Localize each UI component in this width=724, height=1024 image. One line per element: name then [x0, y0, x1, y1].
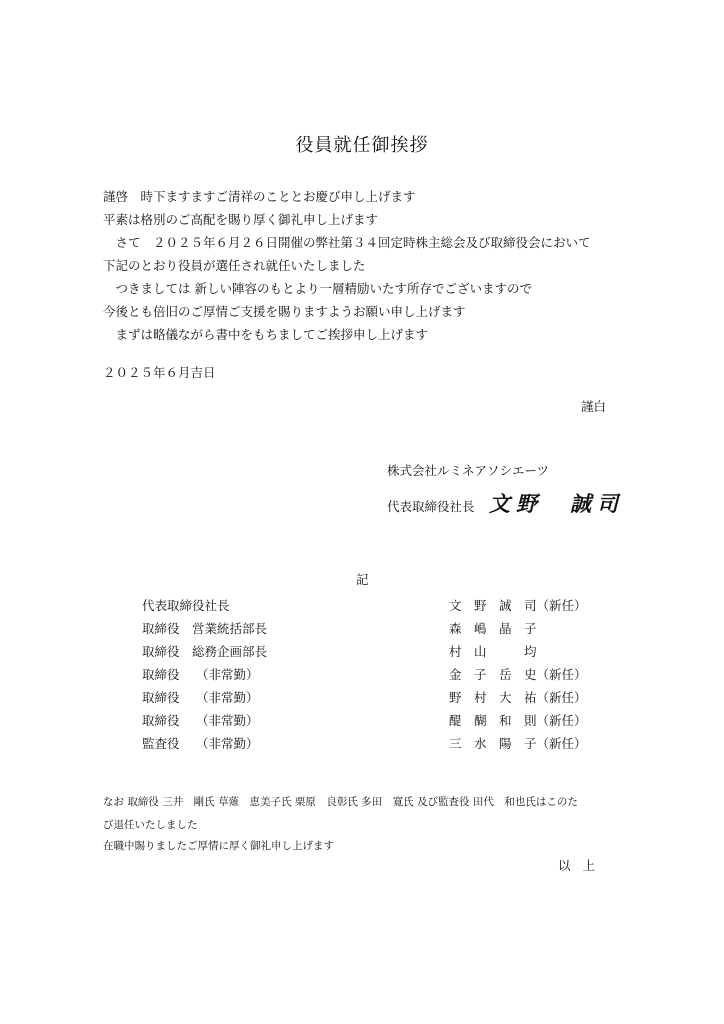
officer-role: 監査役 （非常勤） [142, 736, 259, 751]
officer-name: 森 嶋 晶 子 [449, 621, 537, 636]
greeting-line: 今後とも倍旧のご厚情ご支援を賜りますようお願い申し上げます [103, 304, 466, 319]
officer-name: 醍 醐 和 則（新任） [449, 713, 587, 728]
officer-name: 金 子 岳 史（新任） [449, 667, 587, 682]
closing-word: 謹白 [580, 399, 606, 414]
company-name: 株式会社ルミネアソシエーツ [387, 463, 550, 478]
officer-role: 取締役 営業統括部長 [142, 621, 268, 636]
officer-name: 村 山 均 [449, 644, 537, 659]
end-mark: 以上 [557, 858, 607, 873]
retirement-note: なお 取締役 三井 剛氏 草薙 恵美子氏 栗原 良彰氏 多田 寛氏 及び監査役 田代 和也氏はこのた [103, 796, 578, 808]
officer-role: 取締役 総務企画部長 [142, 644, 268, 659]
officer-role: 取締役 （非常勤） [142, 713, 259, 728]
officer-role: 取締役 （非常勤） [142, 667, 259, 682]
greeting-line: まずは略儀ながら書中をもちましてご挨拶申し上げます [103, 327, 429, 342]
signer-title: 代表取締役社長 [387, 499, 475, 514]
greeting-line: さて ２０２５年６月２６日開催の弊社第３４回定時株主総会及び取締役会において [103, 235, 591, 250]
document-title: 役員就任御挨拶 [295, 135, 429, 156]
signature: 文野 誠司 [489, 491, 624, 516]
officer-name: 文 野 誠 司（新任） [449, 598, 587, 613]
greeting-line: つきましては 新しい陣容のもとより一層精励いたす所存でございますので [103, 281, 532, 296]
officer-role: 代表取締役社長 [142, 598, 230, 613]
officer-name: 三 水 陽 子（新任） [449, 736, 587, 751]
ki-heading: 記 [356, 572, 369, 587]
officer-role: 取締役 （非常勤） [142, 690, 259, 705]
greeting-line: 謹啓 時下ますますご清祥のこととお慶び申し上げます [103, 189, 416, 204]
issue-date: ２０２５年６月吉日 [103, 365, 216, 380]
greeting-line: 平素は格別のご高配を賜り厚く御礼申し上げます [103, 212, 379, 227]
retirement-note: び退任いたしました [103, 819, 198, 831]
officer-name: 野 村 大 祐（新任） [449, 690, 587, 705]
greeting-line: 下記のとおり役員が選任され就任いたしました [103, 258, 366, 273]
retirement-note: 在職中賜りましたご厚情に厚く御礼申し上げます [103, 840, 334, 852]
